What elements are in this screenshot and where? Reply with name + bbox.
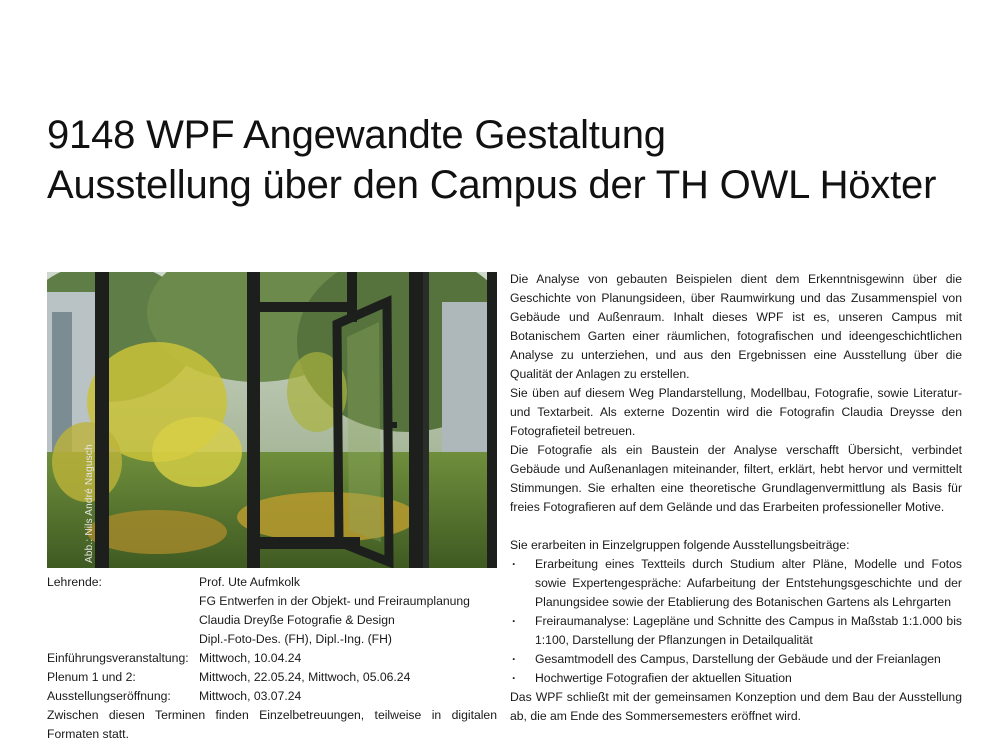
course-info: [47, 573, 497, 744]
plenum-label: Plenum 1 und 2:: [47, 670, 136, 684]
lehrende-row: [47, 573, 497, 649]
list-item: · Gesamtmodell des Campus, Darstellung der Gebäude und der Freianlagen: [510, 650, 962, 669]
lehrende-line: Dipl.-Foto-Des. (FH), Dipl.-Ing. (FH): [199, 632, 392, 646]
einfuehrung-row: [47, 649, 497, 668]
plenum-value: Mittwoch, 22.05.24, Mittwoch, 05.06.24: [199, 670, 411, 684]
lehrende-line: Claudia Dreyße Fotografie & Design: [199, 613, 395, 627]
paragraph-closing: Das WPF schließt mit der gemeinsamen Konzeption und dem Bau der Ausstellung ab, die am Ende des Sommersemesters eröffnet wird.: [510, 690, 962, 723]
spacer: [510, 517, 962, 536]
photo-credit: Abb.: Nils André Nagusch: [84, 444, 95, 563]
list-item: · Hochwertige Fotografien der aktuellen Situation: [510, 669, 962, 688]
eroeffnung-label: Ausstellungseröffnung:: [47, 689, 171, 703]
contributions-list: [510, 555, 962, 688]
list-item: · Erarbeitung eines Textteils durch Studium alter Pläne, Modelle und Fotos sowie Expertengespräche: Aufarbeitung der Entstehungsgeschichte und der Planungsidee sowie der Etablierung des Botanischen Gartens als Lehrgarten: [510, 555, 962, 612]
course-description: [510, 270, 962, 726]
paragraph-analysis: Die Analyse von gebauten Beispielen dient dem Erkenntnisgewinn über die Geschichte von Planungsideen, über Raumwirkung und das Zusammenspiel von Gebäude und Außenraum. Inhalt dieses WPF ist es, unseren Campus mit Botanischem Garten einer räumlichen, fotografischen und ideengeschichtlichen Analyse zu unterziehen, und aus den Ergebnissen eine Ausstellung über die Qualität der Anlagen zu erstellen.: [510, 272, 962, 381]
list-item: · Freiraumanalyse: Lagepläne und Schnitte des Campus in Maßstab 1:1.000 bis 1:100, Darstellung der Pflanzungen in Detailqualität: [510, 612, 962, 650]
plenum-row: [47, 668, 497, 687]
lehrende-line: FG Entwerfen in der Objekt- und Freiraumplanung: [199, 594, 470, 608]
schedule-note: Zwischen diesen Terminen finden Einzelbetreuungen, teilweise in digitalen Formaten statt.: [47, 708, 497, 741]
lehrende-value: [199, 573, 497, 649]
page-title: [47, 110, 977, 210]
einfuehrung-label: Einführungsveranstaltung:: [47, 651, 189, 665]
lehrende-line: Prof. Ute Aufmkolk: [199, 575, 300, 589]
einfuehrung-value: Mittwoch, 10.04.24: [199, 651, 302, 665]
title-line-2: Ausstellung über den Campus der TH OWL Höxter: [47, 163, 937, 207]
eroeffnung-row: [47, 687, 497, 706]
campus-photo: [47, 272, 497, 568]
lehrende-label: Lehrende:: [47, 575, 102, 589]
contributions-intro: Sie erarbeiten in Einzelgruppen folgende Ausstellungsbeiträge:: [510, 538, 850, 552]
paragraph-photography: Die Fotografie als ein Baustein der Analyse verschafft Übersicht, verbindet Gebäude und Außenanlagen miteinander, filtert, erklärt, hebt hervor und vermittelt Stimmungen. Sie erhalten eine theoretische Grundlagenvermittlung als Basis für freies Fotografieren auf dem Gelände und das Erarbeiten professioneller Motive.: [510, 443, 962, 514]
paragraph-methods: Sie üben auf diesem Weg Plandarstellung, Modellbau, Fotografie, sowie Literatur- und Textarbeit. Als externe Dozentin wird die Fotografin Claudia Dreysse den Fotografieteil betreuen.: [510, 386, 962, 438]
eroeffnung-value: Mittwoch, 03.07.24: [199, 689, 302, 703]
title-line-1: 9148 WPF Angewandte Gestaltung: [47, 113, 666, 157]
